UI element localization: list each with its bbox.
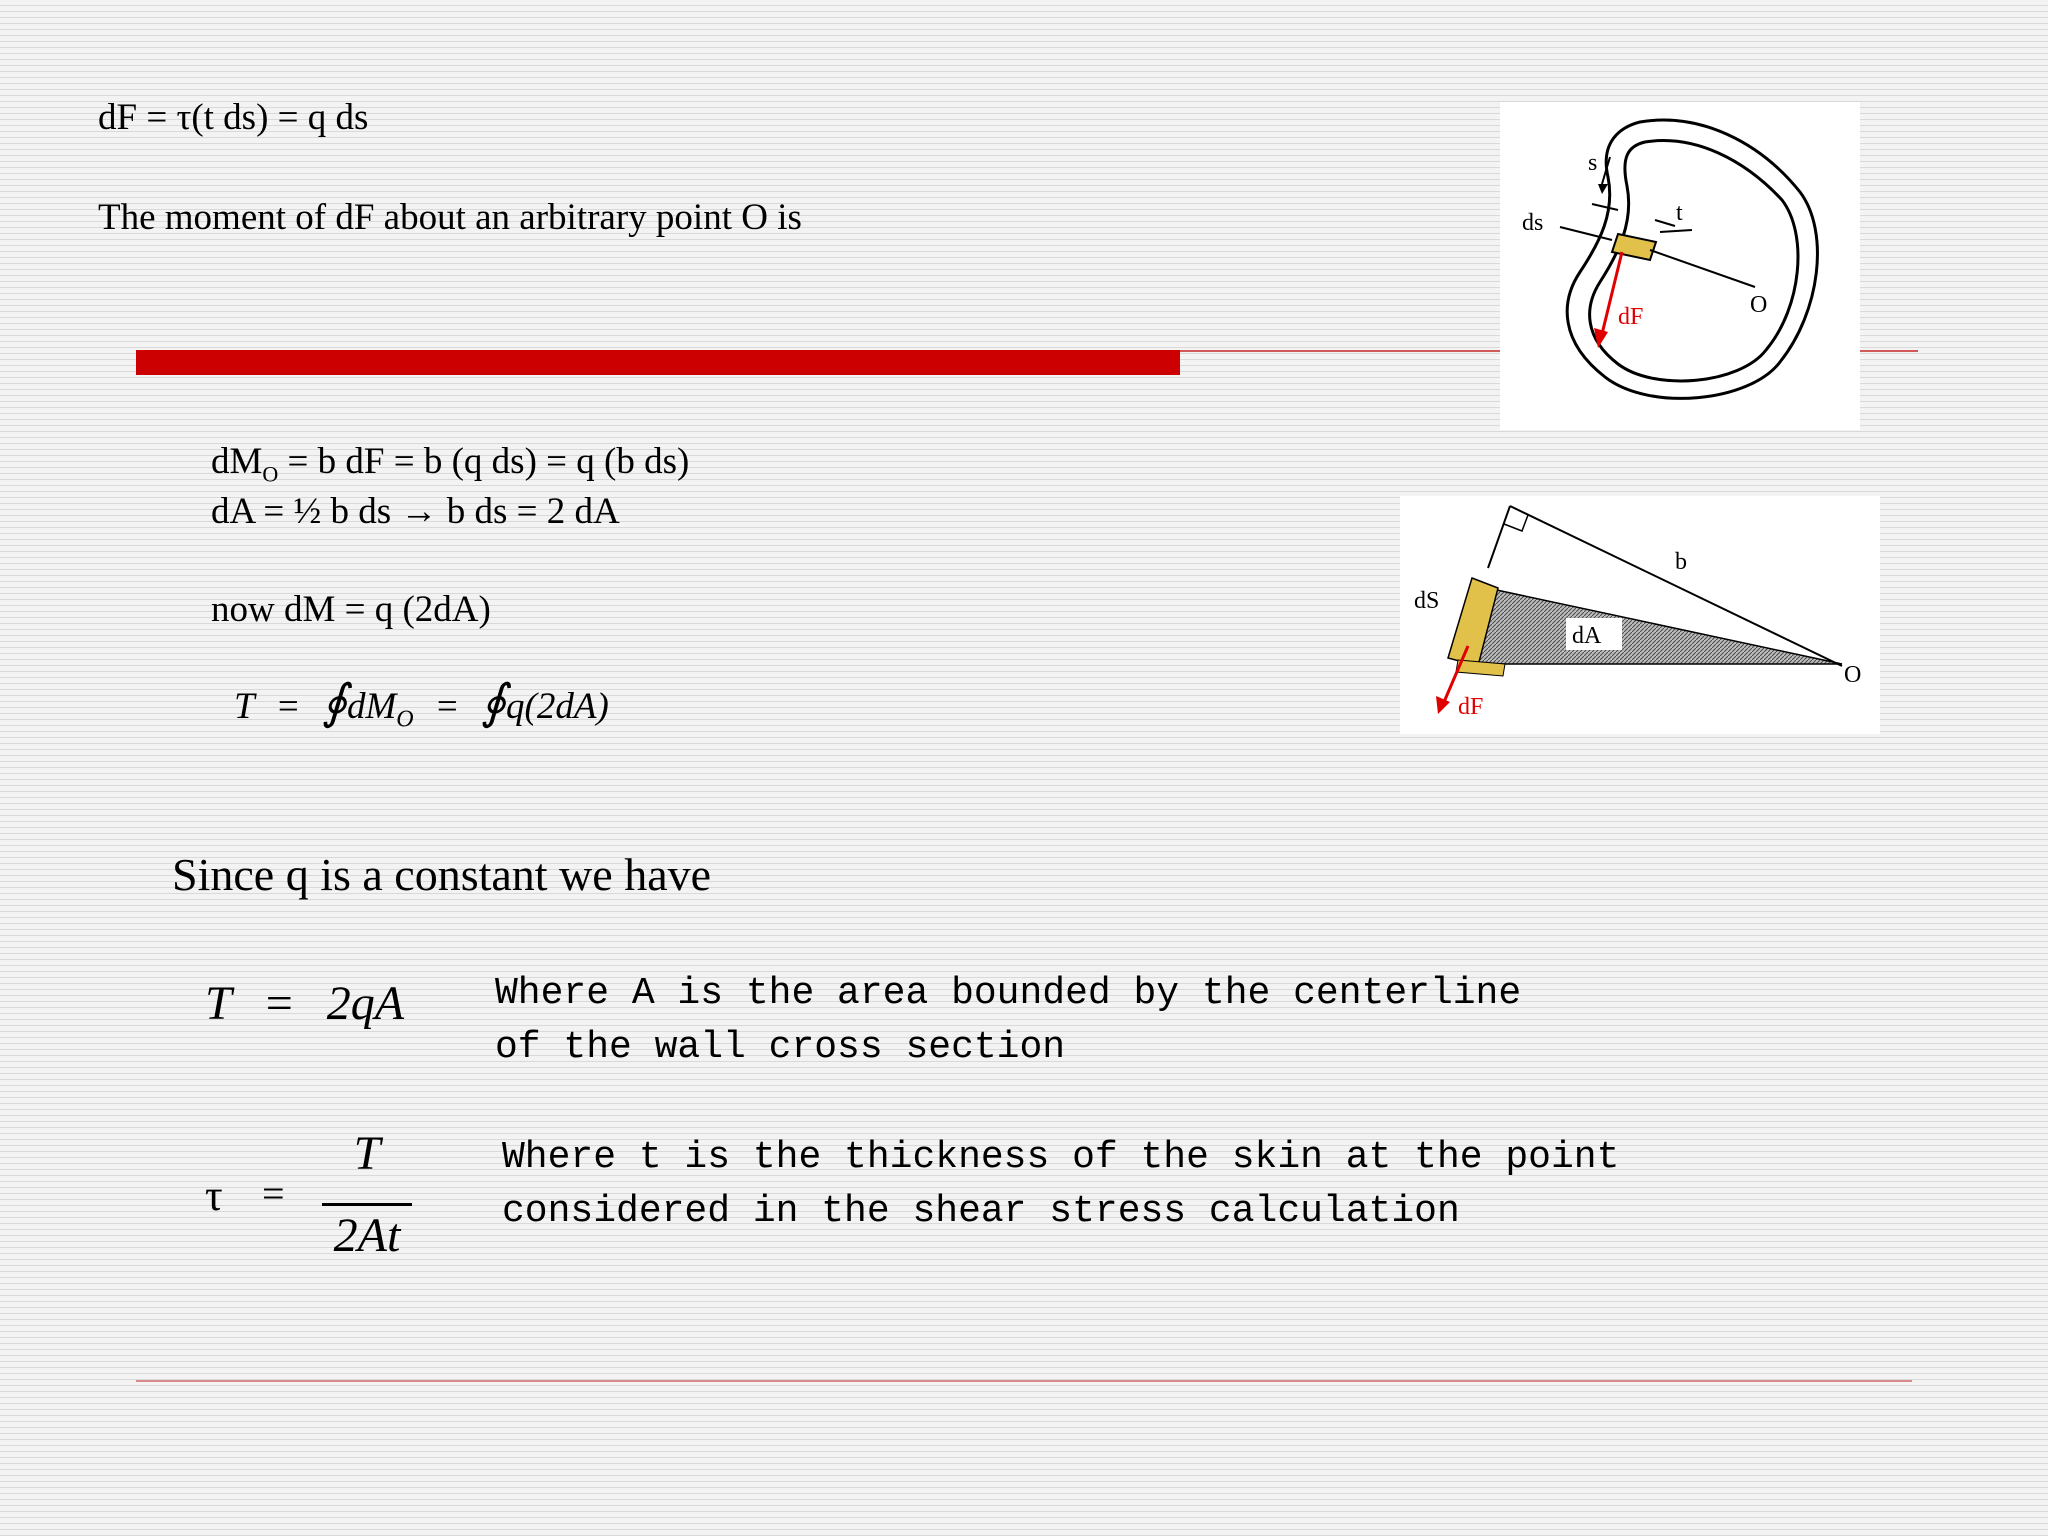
label-dS: dS	[1414, 588, 1440, 614]
label-O: O	[1750, 292, 1768, 318]
formula-2qA: 2qA	[326, 977, 405, 1030]
footer-rule-line	[136, 1380, 1912, 1382]
fraction-denominator: 2At	[333, 1209, 401, 1262]
dMo-expansion: = b dF = b (q ds) = q (b ds)	[278, 441, 690, 482]
figure-closed-section	[1500, 102, 1860, 430]
label-dF: dF	[1618, 304, 1644, 330]
thickness-description-line1: Where t is the thickness of the skin at the point	[502, 1136, 1620, 1179]
label-s: s	[1588, 150, 1598, 176]
formula-equals: =	[265, 977, 293, 1030]
label-dA: dA	[1572, 623, 1602, 649]
shear-tau: τ	[205, 1171, 223, 1220]
contour-integral-2: ∮	[481, 676, 507, 729]
integrand-q2dA: q(2dA)	[506, 686, 609, 727]
contour-integral-1: ∮	[321, 676, 347, 729]
area-description-line2: of the wall cross section	[495, 1026, 1066, 1069]
moment-statement: The moment of dF about an arbitrary point O is	[98, 197, 802, 238]
formula-T: T	[205, 977, 232, 1030]
figure-area-element-svg	[1400, 496, 1880, 734]
area-description-line1: Where A is the area bounded by the centerline	[495, 972, 1522, 1015]
equation-dA: dA = ½ b ds → b ds = 2 dA	[211, 491, 620, 532]
fraction-numerator: T	[353, 1127, 381, 1180]
dMo-subscript: O	[262, 461, 279, 487]
label-O-2: O	[1844, 662, 1862, 688]
label-dF-2: dF	[1458, 694, 1484, 720]
equation-now: now dM = q (2dA)	[211, 589, 491, 630]
label-b: b	[1675, 549, 1687, 575]
formula-T-2qA	[205, 976, 404, 1031]
fraction-bar	[322, 1203, 412, 1206]
figure-area-element	[1400, 496, 1880, 734]
integrand-dM-subscript: O	[396, 706, 414, 733]
equals-1: =	[277, 686, 299, 727]
equation-dMo	[211, 440, 689, 487]
equals-2: =	[436, 686, 458, 727]
label-ds: ds	[1522, 210, 1544, 236]
title-accent-bar	[136, 350, 1180, 375]
shear-equals: =	[262, 1171, 285, 1216]
thickness-description-line2: considered in the shear stress calculation	[502, 1190, 1460, 1233]
label-t: t	[1676, 200, 1683, 226]
dMo-symbol: dM	[211, 441, 263, 482]
since-statement: Since q is a constant we have	[172, 849, 712, 900]
integrand-dM: dM	[346, 686, 397, 727]
equation-torque-integral	[234, 674, 609, 733]
equation-dF: dF = τ(t ds) = q ds	[98, 97, 369, 138]
torque-T: T	[234, 686, 255, 727]
figure-closed-section-svg	[1500, 102, 1860, 430]
